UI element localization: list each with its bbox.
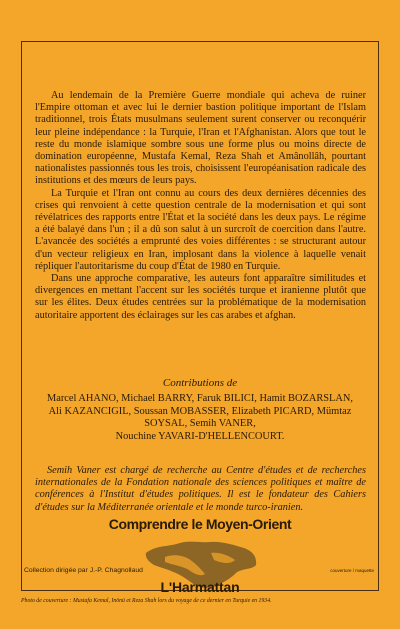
abstract [35, 90, 366, 322]
abstract-paragraph-1: Au lendemain de la Première Guerre mondiale qui acheva de ruiner l'Empire ottoman et avec lui le dernier bastion politique important de l'Islam traditionnel, trois États musulmans seulement surent conserver ou reconquérir leur pleine indépendance : la Turquie, l'Iran et l'Afghanistan. Alors que tout le reste du monde islamique sombre sous une forme plus ou moins directe de domination européenne, Mustafa Kemal, Reza Shah et Amânollâh, pourtant nationalistes passionnés tous les trois, choisissent l'européanisation radicale des institutions et des mœurs de leurs pays. [35, 90, 366, 187]
contributors-line: Ali KAZANCIGIL, Soussan MOBASSER, Elizabeth PICARD, Mümtaz [48, 405, 352, 417]
contributions-heading: Contributions de [162, 377, 238, 389]
series-title: Comprendre le Moyen-Orient [108, 516, 292, 532]
contributors-list [30, 393, 370, 443]
abstract-paragraph-3: Dans une approche comparative, les auteurs font apparaître similitudes et divergences en mettant l'accent sur les sociétés turque et iranienne plutôt que sur les élites. Deux études centrées sur la problématique de la modernisation autoritaire apportent des éclairages sur les cas arabes et afghan. [35, 273, 366, 321]
contributors-line: Marcel AHANO, Michael BARRY, Faruk BILICI, Hamit BOZARSLAN, [46, 393, 354, 404]
author-note: Semih Vaner est chargé de recherche au Centre d'études et de recherches internationales de la Fondation nationale des sciences politiques et maître de conférences à l'Institut d'études politiques. Il est le fondateur des Cahiers d'études sur la Méditerranée orientale et le monde turco-iranien. [35, 465, 366, 513]
publisher-name: L'Harmattan [160, 579, 240, 595]
collection-line: Collection dirigée par J.-P. Chagnollaud [24, 567, 143, 574]
small-credit: couverture / maquette [330, 568, 374, 573]
contributors-line: Nouchine YAVARI-D'HELLENCOURT. [115, 430, 285, 442]
contributors-line: SOYSAL, Semih VANER, [144, 418, 256, 430]
photo-credit: Photo de couverture : Mustafa Kemal, Inönü et Reza Shah lors du voyage de ce dernier en Turquie en 1934. [21, 598, 272, 604]
abstract-paragraph-2: La Turquie et l'Iran ont connu au cours des deux dernières décennies des crises qui renvoient à cette question centrale de la modernisation et qui sont révélatrices des rapports entre l'État et la société dans les deux pays. Le régime a été balayé dans l'un ; il a dû son salut à un surcroît de coercition dans l'autre. L'avancée des sociétés a emprunté des voies différentes : se structurant autour d'un vecteur religieux en Iran, implosant dans la violence à laquelle venait répliquer l'autoritarisme du coup d'État de 1980 en Turquie. [35, 187, 366, 272]
